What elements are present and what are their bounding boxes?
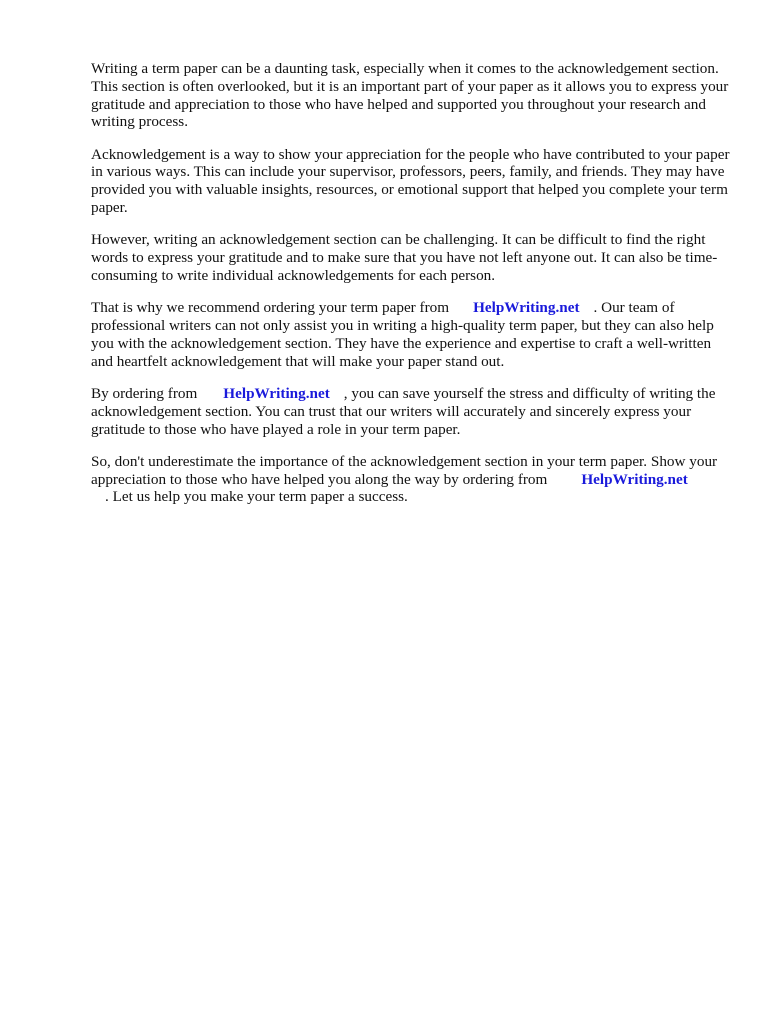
- paragraph-text: So, don't underestimate the importance of the acknowledgement section in your term paper. Show your appreciation to those who have helped you along the way by ordering from: [91, 452, 718, 488]
- helpwriting-link[interactable]: HelpWriting.net: [473, 299, 580, 317]
- paragraph-recommendation: [91, 299, 731, 370]
- paragraph-acknowledgement-definition: Acknowledgement is a way to show your appreciation for the people who have contributed to your paper in various ways. This can include your supervisor, professors, peers, family, and friends. They may have provided you with valuable insights, resources, or emotional support that helped you complete your term paper.: [91, 145, 730, 217]
- paragraph-text: . Our team of professional writers can not only assist you in writing a high-quality term paper, but they can also help you with the acknowledgement section. They have the experience and expertise to craft a well-written and heartfelt acknowledgement that will make your paper stand out.: [91, 299, 714, 370]
- helpwriting-link[interactable]: HelpWriting.net: [223, 384, 330, 402]
- paragraph-challenges: However, writing an acknowledgement section can be challenging. It can be difficult to find the right words to express your gratitude and to make sure that you have not left anyone out. It can also be time-consuming to write individual acknowledgements for each person.: [91, 231, 718, 284]
- paragraph-text: , you can save yourself the stress and difficulty of writing the acknowledgement section. You can trust that our writers will accurately and sincerely express your gratitude to those who have played a role in your term paper.: [91, 384, 716, 438]
- paragraph-intro: Writing a term paper can be a daunting task, especially when it comes to the acknowledgement section. This section is often overlooked, but it is an important part of your paper as it allows you to express your gratitude and appreciation to those who have helped and supported you throughout your research and writing process.: [91, 60, 729, 131]
- paragraph-text: By ordering from: [91, 384, 198, 402]
- helpwriting-link[interactable]: HelpWriting.net: [581, 470, 688, 488]
- paragraph-text: . Let us help you make your term paper a success.: [105, 488, 408, 506]
- document-body: [91, 60, 731, 521]
- paragraph-ordering-benefits: [91, 385, 731, 438]
- paragraph-conclusion: [91, 453, 731, 506]
- paragraph-text: That is why we recommend ordering your term paper from: [91, 299, 450, 317]
